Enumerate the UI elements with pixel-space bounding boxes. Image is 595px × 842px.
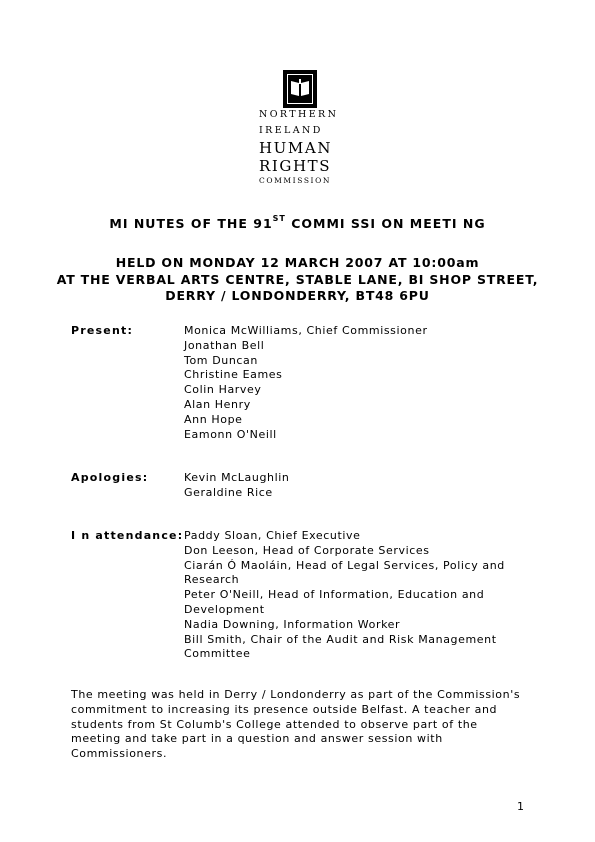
commission-logo-text bbox=[259, 110, 379, 185]
attendance-label: I n attendance: bbox=[71, 529, 184, 542]
apologies-list bbox=[184, 471, 524, 501]
list-item: Geraldine Rice bbox=[184, 485, 273, 499]
list-item: Research bbox=[184, 573, 240, 587]
list-item: Nadia Downing, Information Worker bbox=[184, 617, 401, 631]
list-item: Kevin McLaughlin bbox=[184, 471, 290, 484]
list-item: Development bbox=[184, 602, 265, 616]
list-item: Colin Harvey bbox=[184, 383, 262, 397]
meeting-details-line: AT THE VERBAL ARTS CENTRE, STABLE LANE, BI SHOP STREET, bbox=[56, 271, 539, 287]
list-item: Eamonn O'Neill bbox=[184, 427, 277, 441]
page-number: 1 bbox=[517, 800, 524, 813]
list-item: Alan Henry bbox=[184, 397, 251, 411]
paragraph-line: meeting and take part in a question and answer session with bbox=[71, 732, 443, 746]
list-item: Don Leeson, Head of Corporate Services bbox=[184, 543, 430, 557]
paragraph-line: students from St Columb's College attended to observe part of the bbox=[71, 717, 478, 731]
document-title bbox=[0, 216, 595, 231]
paragraph-line: commitment to increasing its presence outside Belfast. A teacher and bbox=[71, 702, 498, 716]
meeting-details bbox=[0, 255, 595, 305]
list-item: Committee bbox=[184, 647, 251, 661]
list-item: Peter O'Neill, Head of Information, Education and bbox=[184, 588, 485, 602]
present-label: Present: bbox=[71, 324, 134, 337]
list-item: Ciarán Ó Maoláin, Head of Legal Services, Policy and bbox=[184, 558, 505, 572]
paragraph-line: Commissioners. bbox=[71, 747, 168, 761]
list-item: Paddy Sloan, Chief Executive bbox=[184, 529, 361, 542]
open-book-icon bbox=[290, 78, 310, 98]
meeting-details-line: HELD ON MONDAY 12 MARCH 2007 AT 10:00am bbox=[115, 255, 480, 270]
list-item: Jonathan Bell bbox=[184, 338, 265, 352]
list-item: Christine Eames bbox=[184, 368, 283, 382]
list-item: Monica McWilliams, Chief Commissioner bbox=[184, 324, 428, 337]
present-list bbox=[184, 324, 524, 442]
title-superscript: ST bbox=[272, 214, 286, 223]
commission-logo-icon bbox=[283, 70, 317, 108]
list-item: Tom Duncan bbox=[184, 353, 258, 367]
meeting-details-line: DERRY / LONDONDERRY, BT48 6PU bbox=[165, 288, 430, 303]
list-item: Ann Hope bbox=[184, 412, 243, 426]
title-prefix: MI NUTES OF THE 91 bbox=[109, 216, 273, 231]
attendance-list bbox=[184, 529, 524, 662]
logo-line: NORTHERN bbox=[259, 109, 339, 120]
list-item: Bill Smith, Chair of the Audit and Risk Management bbox=[184, 632, 497, 646]
apologies-label: Apologies: bbox=[71, 471, 149, 484]
body-paragraph bbox=[71, 688, 541, 762]
logo-line: IRELAND bbox=[259, 124, 323, 136]
title-suffix: COMMI SSI ON MEETI NG bbox=[285, 216, 486, 231]
logo-line: COMMISSION bbox=[259, 176, 332, 185]
logo-line: RIGHTS bbox=[259, 157, 332, 175]
logo-line: HUMAN bbox=[259, 139, 333, 157]
paragraph-line: The meeting was held in Derry / Londonderry as part of the Commission's bbox=[71, 688, 521, 701]
